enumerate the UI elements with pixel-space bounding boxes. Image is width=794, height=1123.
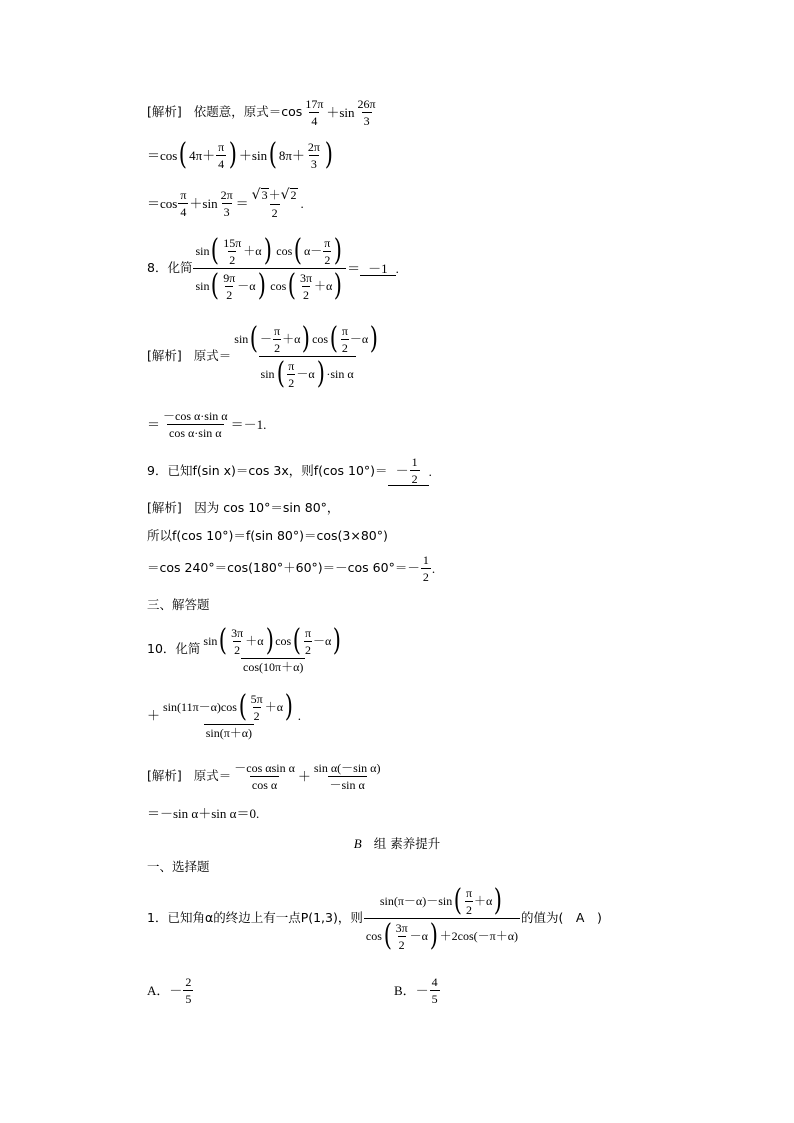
- solution-text: 依题意，原式＝cos: [193, 104, 303, 120]
- solution-9-line-1: [解析] 因为 cos 10°＝sin 80°，: [147, 500, 340, 515]
- solution-9-line-2: 所以f(cos 10°)＝f(sin 80°)＝cos(3×80°): [147, 528, 388, 543]
- question-8: 8．化简 sin ( 15π 2 ＋α ) cos ( α－ π 2 ) sin ( 9π 2 －α ) cos ( 3π 2 ＋α ) ＝ －1 .: [147, 233, 399, 303]
- question-number: 8．化简: [147, 260, 193, 276]
- question-text: 1．已知角α的终边上有一点P(1,3)，则: [147, 910, 363, 926]
- solution-line-1: [解析] 依题意，原式＝cos 17π 4 ＋sin 26π 3: [147, 97, 376, 128]
- group-heading: B 组 素养提升: [353, 836, 441, 851]
- option-b: B．－ 4 5: [394, 975, 438, 1006]
- solution-9-line-3: ＝cos 240°＝cos(180°＋60°)＝－cos 60°＝－ 1 2 .: [147, 553, 436, 584]
- option-a: A．－ 2 5: [147, 975, 192, 1006]
- big-fraction: sin ( 15π 2 ＋α ) cos ( α－ π 2 ) sin ( 9π 2 －α ) cos ( 3π 2 ＋α ): [193, 236, 346, 301]
- question-text: 9．已知f(sin x)＝cos 3x，则f(cos 10°)＝: [147, 462, 388, 478]
- solution-label: [解析]: [147, 348, 182, 364]
- fraction: 26π 3: [357, 97, 376, 128]
- section-heading: 一、选择题: [147, 859, 210, 874]
- answer-blank: － 1 2: [388, 456, 429, 486]
- solution-line-2: ＝cos ( 4π＋ π 4 ) ＋sin ( 8π＋ 2π 3 ): [147, 137, 333, 172]
- solution-8-result: ＝ －cos α·sin α cos α·sin α ＝－1.: [147, 409, 267, 440]
- question-9: 9．已知f(sin x)＝cos 3x，则f(cos 10°)＝ － 1 2 .: [147, 455, 432, 486]
- fraction: 17π 4: [305, 97, 324, 128]
- big-fraction: sin(11π－α)cos ( 5π 2 ＋α ) sin(π＋α): [163, 689, 293, 740]
- question-10: [147, 623, 346, 674]
- fraction-sqrt: √ 3 ＋ √ 2 2: [251, 187, 297, 220]
- solution-8: [解析] 原式＝ sin ( － π 2 ＋α ) cos ( π 2 －α ) sin ( π 2 －α ) ·sin α: [147, 324, 383, 389]
- section-heading: 三、解答题: [147, 597, 210, 612]
- solution-label: [解析]: [147, 104, 182, 120]
- big-fraction: sin(π－α)－sin ( π 2 ＋α ) cos ( 3π 2 －α ) ＋2cos(－π＋α): [365, 883, 519, 953]
- solution-line-3: ＝cos π 4 ＋sin 2π 3 ＝ √ 3 ＋ √ 2 2 .: [147, 187, 304, 220]
- solution-label: [解析]: [147, 768, 182, 784]
- solution-10-result: ＝－sin α＋sin α＝0.: [147, 806, 260, 821]
- answer-blank: －1: [360, 262, 396, 276]
- question-number: 10．化简: [147, 641, 201, 657]
- question-1: 1．已知角α的终边上有一点P(1,3)，则 sin(π－α)－sin ( π 2 ＋α ) cos ( 3π 2 －α ) ＋2cos(－π＋α) 的值为( A ): [147, 883, 602, 953]
- big-fraction: sin ( － π 2 ＋α ) cos ( π 2 －α ) sin ( π 2 －α ) ·sin α: [234, 321, 379, 391]
- question-10-part-2: ＋ sin(11π－α)cos ( 5π 2 ＋α ) sin(π＋α) .: [147, 689, 301, 740]
- solution-10: [解析] 原式＝ －cos αsin α cos α ＋ sin α(－sin α) －sin α: [147, 761, 381, 792]
- big-fraction: sin ( 3π 2 ＋α ) cos ( π 2 －α ) cos(10π＋α): [203, 623, 342, 674]
